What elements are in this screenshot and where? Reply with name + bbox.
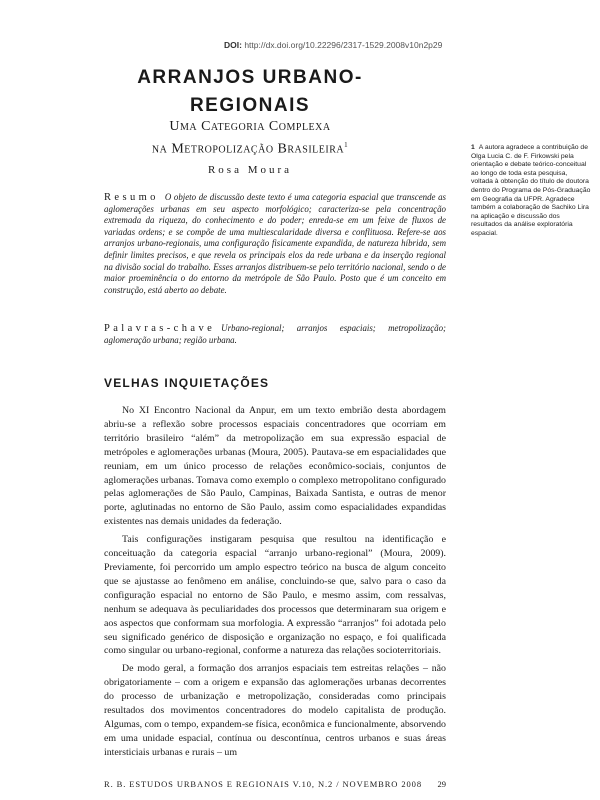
keywords-text: Urbano-regional; arranjos espaciais; metropolização; aglomeração urbana; região urbana. bbox=[104, 323, 446, 345]
footnote-marker[interactable]: 1 bbox=[344, 141, 349, 149]
article-title-line-1: ARRANJOS URBANO- bbox=[137, 67, 363, 88]
page-footer bbox=[104, 779, 446, 789]
sidenote-number: 1 bbox=[471, 144, 475, 151]
page-number: 29 bbox=[437, 779, 446, 789]
article-subtitle-line-2 bbox=[100, 136, 400, 159]
keywords bbox=[104, 323, 446, 346]
abstract bbox=[104, 192, 446, 296]
doi-line bbox=[224, 40, 442, 50]
journal-footer: R. B. ESTUDOS URBANOS E REGIONAIS V.10, N.2 / NOVEMBRO 2008 bbox=[104, 779, 422, 789]
section-heading: VELHAS INQUIETAÇÕES bbox=[104, 376, 270, 390]
doi-link[interactable]: http://dx.doi.org/10.22296/2317-1529.2008v10n2p29 bbox=[244, 40, 443, 50]
paragraph: Tais configurações instigaram pesquisa que resultou na identificação e conceituação da categoria espacial “arranjo urbano-regional” (Moura, 2009). Previamente, foi percorrido um amplo espectro teórico na busca de algum conceito que se ajustasse ao fenômeno em análise, concluindo-se que, salvo para o caso da configuração espacial no entorno de São Paulo, e mesmo assim, com ressalvas, nenhum se adequava às peculiaridades dos processos que determinaram sua origem e aos aspectos que conformam sua morfologia. A expressão “arranjos” foi adotada pelo seu significado genérico de disposição e organização no espaço, e foi qualificada como singular ou urbano-regional, conforme a natureza das relações socioterritoriais. bbox=[104, 534, 446, 657]
keywords-heading: Palavras-chave bbox=[104, 323, 216, 334]
body-text bbox=[104, 404, 446, 764]
sidenote bbox=[471, 144, 591, 239]
article-title-line-2: REGIONAIS bbox=[189, 95, 311, 116]
article-subtitle-line-1: Uma Categoria Complexa bbox=[169, 119, 331, 134]
paragraph: No XI Encontro Nacional da Anpur, em um texto embrião desta abordagem abriu-se a reflexão sobre processos espaciais concentradores que ocorriam em território brasileiro “além” da metropolização em sua expressão espacial de metrópoles e aglomerações urbanas (Moura, 2005). Pautava-se em espacialidades que reuniam, em um único processo de relações econômico-sociais, conjuntos de aglomerações urbanas. Tomava como exemplo o complexo metropolitano configurado pelas aglomerações de São Paulo, Campinas, Baixada Santista, e outras de menor porte, aglutinadas no entorno de São Paulo, assim como espacialidades expandidas existentes nas demais unidades da federação. bbox=[104, 405, 446, 528]
abstract-text: O objeto de discussão deste texto é uma categoria espacial que transcende as aglomerações urbanas em seu aspecto morfológico; caracteriza-se pela concentração extremada da riqueza, do conhecimento e do poder; enreda-se em um feixe de fluxos de variadas ordens; e se compõe de uma multiescalaridade diversa e conflituosa. Refere-se aos arranjos urbano-regionais, uma configuração fisicamente expandida, de natureza híbrida, sem definir limites precisos, e que revela os principais elos da rede urbana e da inserção regional na divisão social do trabalho. Esses arranjos distribuem-se pelo território nacional, sendo o de maior proeminência o do entorno da metrópole de São Paulo. Posto que é um conceito em construção, está aberto ao debate. bbox=[104, 192, 446, 295]
doi-label: DOI: bbox=[224, 40, 242, 50]
sidenote-text: A autora agradece a contribuição de Olga Lucia C. de F. Firkowski pela orientação e debate teórico-conceitual ao longo de toda esta pesquisa, voltada à obtenção do título de doutora dentro do Programa de Pós-Graduação em Geografia da UFPR. Agradece também a colaboração de Sachiko Lira na aplicação e discussão dos resultados da análise exploratória espacial. bbox=[471, 144, 591, 237]
paragraph: De modo geral, a formação dos arranjos espaciais tem estreitas relações – não obrigatoriamente – com a origem e expansão das aglomerações urbanas decorrentes do processo de urbanização e metropolização, consideradas como principais resultados dos movimentos concentradores do modelo capitalista de produção. Algumas, com o tempo, expandem-se física, econômica e funcionalmente, absorvendo em uma unidade espacial, contínua ou descontínua, centros urbanos e suas áreas intersticiais urbanas e rurais – um bbox=[104, 663, 446, 758]
abstract-heading: Resumo bbox=[104, 192, 159, 203]
subtitle-text: na Metropolização Brasileira bbox=[151, 141, 345, 157]
author-name: Rosa Moura bbox=[207, 164, 293, 176]
